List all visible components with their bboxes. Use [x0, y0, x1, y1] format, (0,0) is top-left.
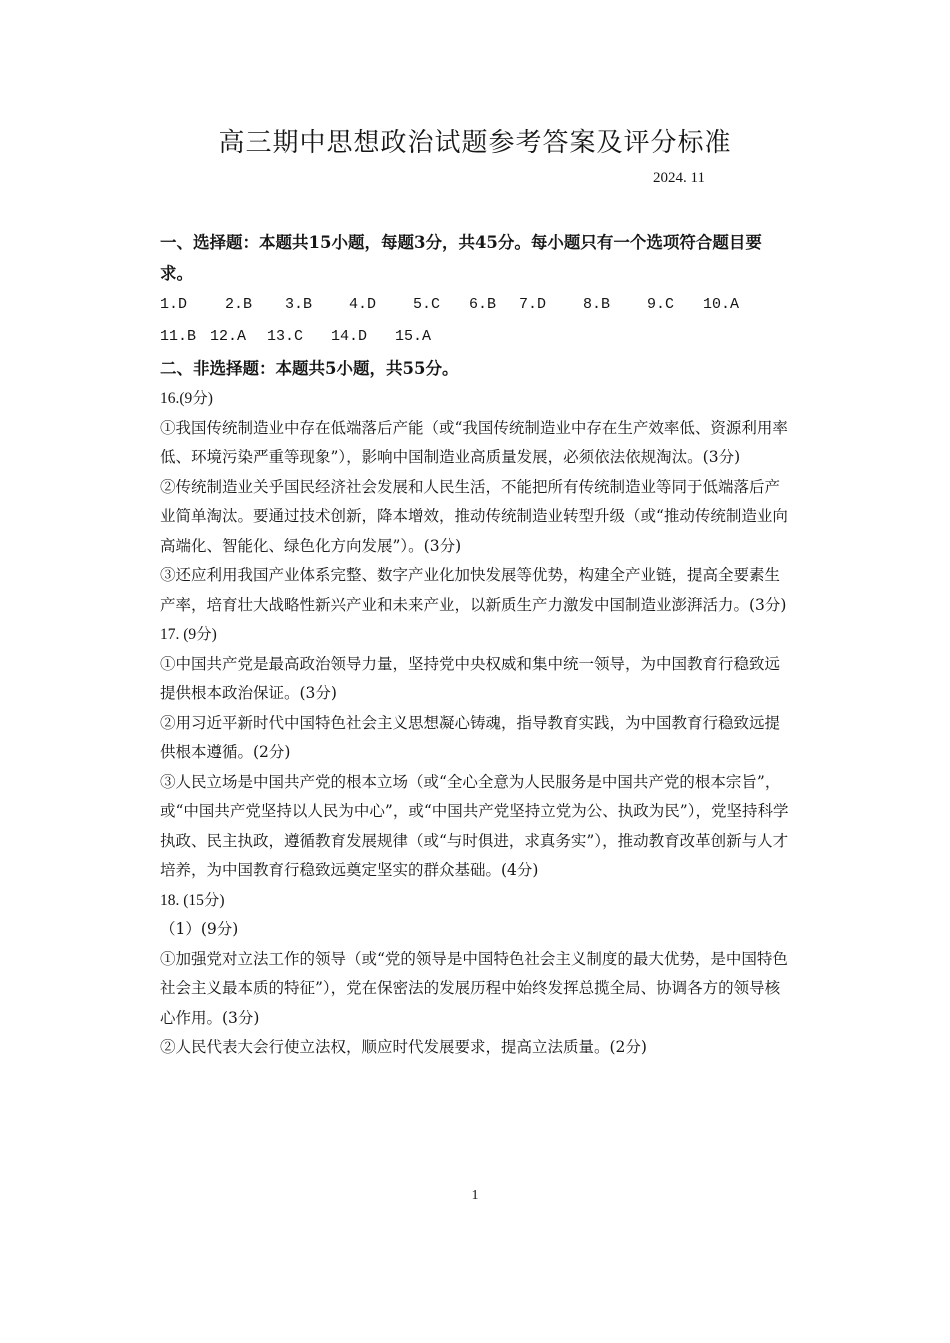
answer-item: 2.B: [225, 296, 253, 313]
answer-item: 1.D: [160, 296, 188, 313]
question-18-point-1: ①加强党对立法工作的领导（或“党的领导是中国特色社会主义制度的最大优势，是中国特色社会主义最本质的特征”），党在保密法的发展历程中始终发挥总揽全局、协调各方的领导核心作用。(3分): [160, 949, 788, 1027]
answer-item: 6.B: [469, 296, 497, 313]
question-16-point-3: ③还应利用我国产业体系完整、数字产业化加快发展等优势，构建全产业链，提高全要素生产率，培育壮大战略性新兴产业和未来产业，以新质生产力激发中国制造业澎湃活力。(3分): [160, 566, 787, 614]
question-18-subpart-1: （1）(9分): [160, 920, 239, 938]
answer-item: 14.D: [331, 328, 368, 345]
question-18-label: 18. (15分): [160, 891, 225, 909]
answer-item: 9.C: [647, 296, 675, 313]
document-title: 高三期中思想政治试题参考答案及评分标准: [218, 128, 732, 158]
answer-item: 10.A: [703, 296, 740, 313]
document-date: 2024. 11: [653, 170, 705, 186]
answer-list: [160, 289, 760, 353]
question-17-point-2: ②用习近平新时代中国特色社会主义思想凝心铸魂，指导教育实践，为中国教育行稳致远提供根本遵循。(2分): [160, 713, 781, 761]
question-17-label: 17. (9分): [160, 626, 217, 643]
answer-item: 11.B: [160, 328, 197, 345]
answer-item: 4.D: [349, 296, 377, 313]
question-16-label: 16.(9分): [160, 390, 213, 407]
section2-heading: 二、非选择题：本题共5小题，共55分。: [160, 359, 459, 378]
question-17-point-3: ③人民立场是中国共产党的根本立场（或“全心全意为人民服务是中国共产党的根本宗旨”，或“中国共产党坚持以人民为中心”，或“中国共产党坚持立党为公、执政为民”），党坚持科学执政、民主执政，遵循教育发展规律（或“与时俱进，求真务实”），推动教育改革创新与人才培养，为中国教育行稳致远奠定坚实的群众基础。(4分): [160, 772, 789, 879]
answer-item: 5.C: [413, 296, 441, 313]
answer-item: 13.C: [267, 328, 304, 345]
answer-item: 7.D: [519, 296, 547, 313]
question-17-point-1: ①中国共产党是最高政治领导力量，坚持党中央权威和集中统一领导，为中国教育行稳致远提供根本政治保证。(3分): [160, 654, 781, 702]
document-body: [160, 227, 792, 1063]
question-16-point-1: ①我国传统制造业中存在低端落后产能（或“我国传统制造业中存在生产效率低、资源利用率低、环境污染严重等现象”），影响中国制造业高质量发展，必须依法依规淘汰。(3分): [160, 418, 788, 466]
answer-item: 3.B: [285, 296, 313, 313]
question-18-point-2: ②人民代表大会行使立法权，顺应时代发展要求，提高立法质量。(2分): [160, 1038, 647, 1056]
answer-item: 12.A: [210, 328, 247, 345]
section1-heading: 一、选择题：本题共15小题，每题3分，共45分。每小题只有一个选项符合题目要求。: [160, 233, 762, 283]
answer-item: 15.A: [395, 328, 432, 345]
page-number: 1: [471, 1188, 479, 1203]
question-16-point-2: ②传统制造业关乎国民经济社会发展和人民生活，不能把所有传统制造业等同于低端落后产业简单淘汰。要通过技术创新，降本增效，推动传统制造业转型升级（或“推动传统制造业向高端化、智能化、绿色化方向发展”）。(3分): [160, 477, 788, 555]
answer-item: 8.B: [583, 296, 611, 313]
